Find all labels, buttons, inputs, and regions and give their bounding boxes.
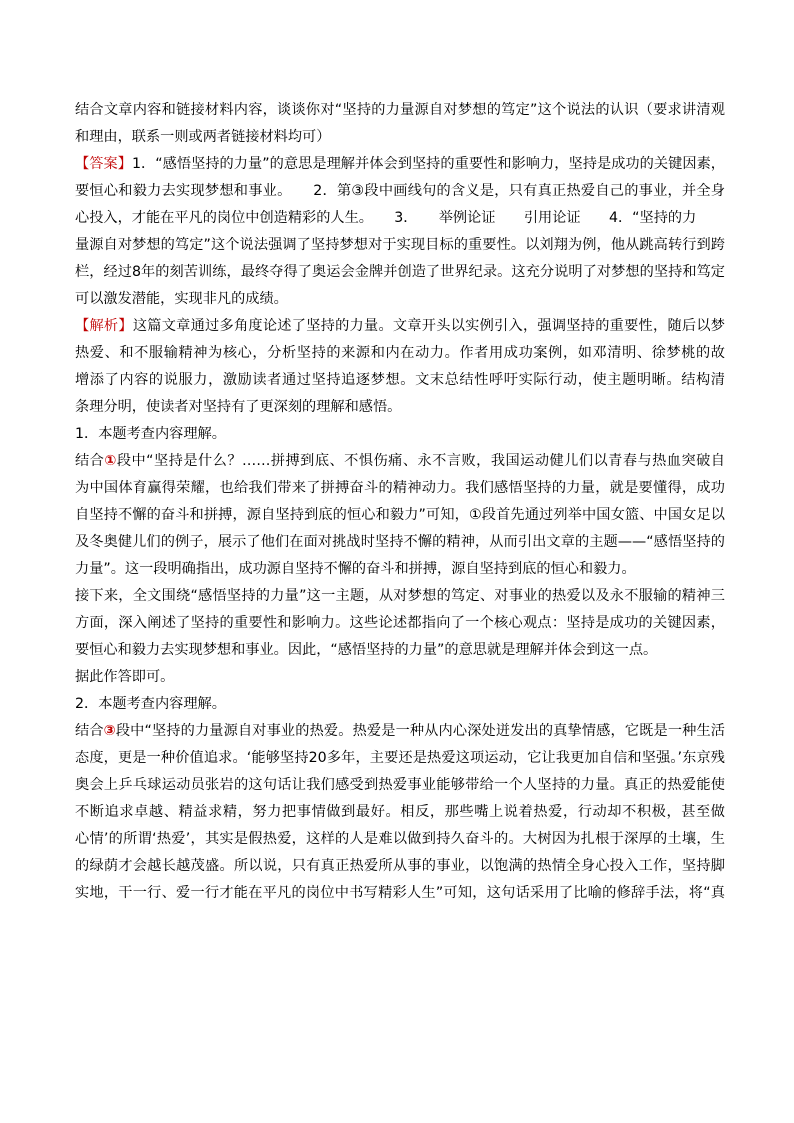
section1-line-2: 为中国体育赢得荣耀，也给我们带来了拼搏奋斗的精神动力。我们感悟坚持的力量，就是要懂得，成功 — [75, 480, 725, 496]
section1-line-4: 及冬奥健儿们的例子，展示了他们在面对挑战时坚持不懈的精神，从而引出文章的主题——“感悟坚持的 — [75, 534, 725, 550]
section1-line-8: 要恒心和毅力去实现梦想和事业。因此，“感悟坚持的力量”的意思就是理解并体会到这一点。 — [75, 642, 658, 658]
analysis-line-4: 条理分明，使读者对坚持有了更深刻的理解和感悟。 — [75, 399, 402, 415]
answer-line-2: 要恒心和毅力去实现梦想和事业。 2．第③段中画线句的含义是，只有真正热爱自己的事业，并全身 — [75, 183, 725, 199]
answer-line-6: 可以激发潜能，实现非凡的成绩。 — [75, 291, 288, 307]
analysis-line-3: 增添了内容的说服力，激励读者通过坚持追逐梦想。文末总结性呼吁实际行动，使主题明晰。结构清 — [75, 372, 725, 388]
section1-line-1: 结合①段中“坚持是什么？……拼搏到底、不惧伤痛、永不言败，我国运动健儿们以青春与热血突破自 — [75, 453, 725, 469]
document-page — [75, 97, 725, 907]
section2-line-5: 心情’的所谓‘热爱’，其实是假热爱，这样的人是难以做到持久奋斗的。大树因为扎根于深厚的土壤，生 — [75, 831, 725, 847]
section2-line-2: 态度，更是一种价值追求。‘能够坚持20多年，主要还是热爱这项运动，它让我更加自信和坚强。’东京残 — [75, 750, 725, 766]
section2-line-1: 结合③段中“坚持的力量源自对事业的热爱。热爱是一种从内心深处迸发出的真挚情感，它既是一种生活 — [75, 723, 725, 739]
analysis-line-2: 热爱、和不服输精神为核心，分析坚持的来源和内在动力。作者用成功案例，如邓清明、徐梦桃的故 — [75, 345, 725, 361]
analysis-text: 这篇文章通过多角度论述了坚持的力量。文章开头以实例引入，强调坚持的重要性，随后以梦 — [132, 318, 725, 334]
analysis-line-1 — [75, 313, 725, 340]
section1-line-9: 据此作答即可。 — [75, 669, 175, 685]
section2-line-3: 奥会上乒乓球运动员张岩的这句话让我们感受到热爱事业能够带给一个人坚持的力量。真正的热爱能使 — [75, 777, 725, 793]
answer-line-3: 心投入，才能在平凡的岗位中创造精彩的人生。 3． 举例论证 引用论证 4．“坚持的力 — [75, 210, 697, 226]
answer-line-5: 栏，经过8年的刻苦训练，最终夺得了奥运会金牌并创造了世界纪录。这充分说明了对梦想的坚持和笃定 — [75, 264, 725, 280]
circled-number: ③ — [103, 723, 116, 739]
question-line-1: 结合文章内容和链接材料内容，谈谈你对“坚持的力量源自对梦想的笃定”这个说法的认识（要求讲清观 — [75, 102, 725, 118]
answer-tag: 【答案】 — [75, 156, 132, 172]
section1-line-7: 方面，深入阐述了坚持的重要性和影响力。这些论述都指向了一个核心观点：坚持是成功的关键因素， — [75, 615, 725, 631]
analysis-tag: 【解析】 — [75, 318, 133, 334]
section2-heading: 2．本题考查内容理解。 — [75, 696, 226, 712]
section2-line-6: 的绿荫才会越长越茂盛。所以说，只有真正热爱所从事的事业，以饱满的热情全身心投入工作，坚持脚 — [75, 858, 725, 874]
question-line-2: 和理由，联系一则或两者链接材料均可） — [75, 129, 331, 145]
section2-line-7: 实地，干一行、爱一行才能在平凡的岗位中书写精彩人生”可知，这句话采用了比喻的修辞手法，将“真 — [75, 885, 725, 901]
section1-heading: 1．本题考查内容理解。 — [75, 426, 226, 442]
circled-number: ① — [104, 453, 117, 469]
section1-line-6: 接下来，全文围绕“感悟坚持的力量”这一主题，从对梦想的笃定、对事业的热爱以及永不服输的精神三 — [75, 588, 725, 604]
section1-line-5: 力量”。这一段明确指出，成功源自坚持不懈的奋斗和拼搏，源自坚持到底的恒心和毅力。 — [75, 561, 636, 577]
answer-text: 1．“感悟坚持的力量”的意思是理解并体会到坚持的重要性和影响力，坚持是成功的关键因素， — [131, 156, 725, 172]
section1-line-3: 自坚持不懈的奋斗和拼搏，源自坚持到底的恒心和毅力”可知，①段首先通过列举中国女篮、中国女足以 — [75, 507, 725, 523]
section2-line-4: 不断追求卓越、精益求精，努力把事情做到最好。相反，那些嘴上说着热爱，行动却不积极，甚至做 — [75, 804, 725, 820]
answer-line-1 — [75, 151, 725, 178]
answer-line-4: 量源自对梦想的笃定”这个说法强调了坚持梦想对于实现目标的重要性。以刘翔为例，他从跳高转行到跨 — [75, 237, 725, 253]
